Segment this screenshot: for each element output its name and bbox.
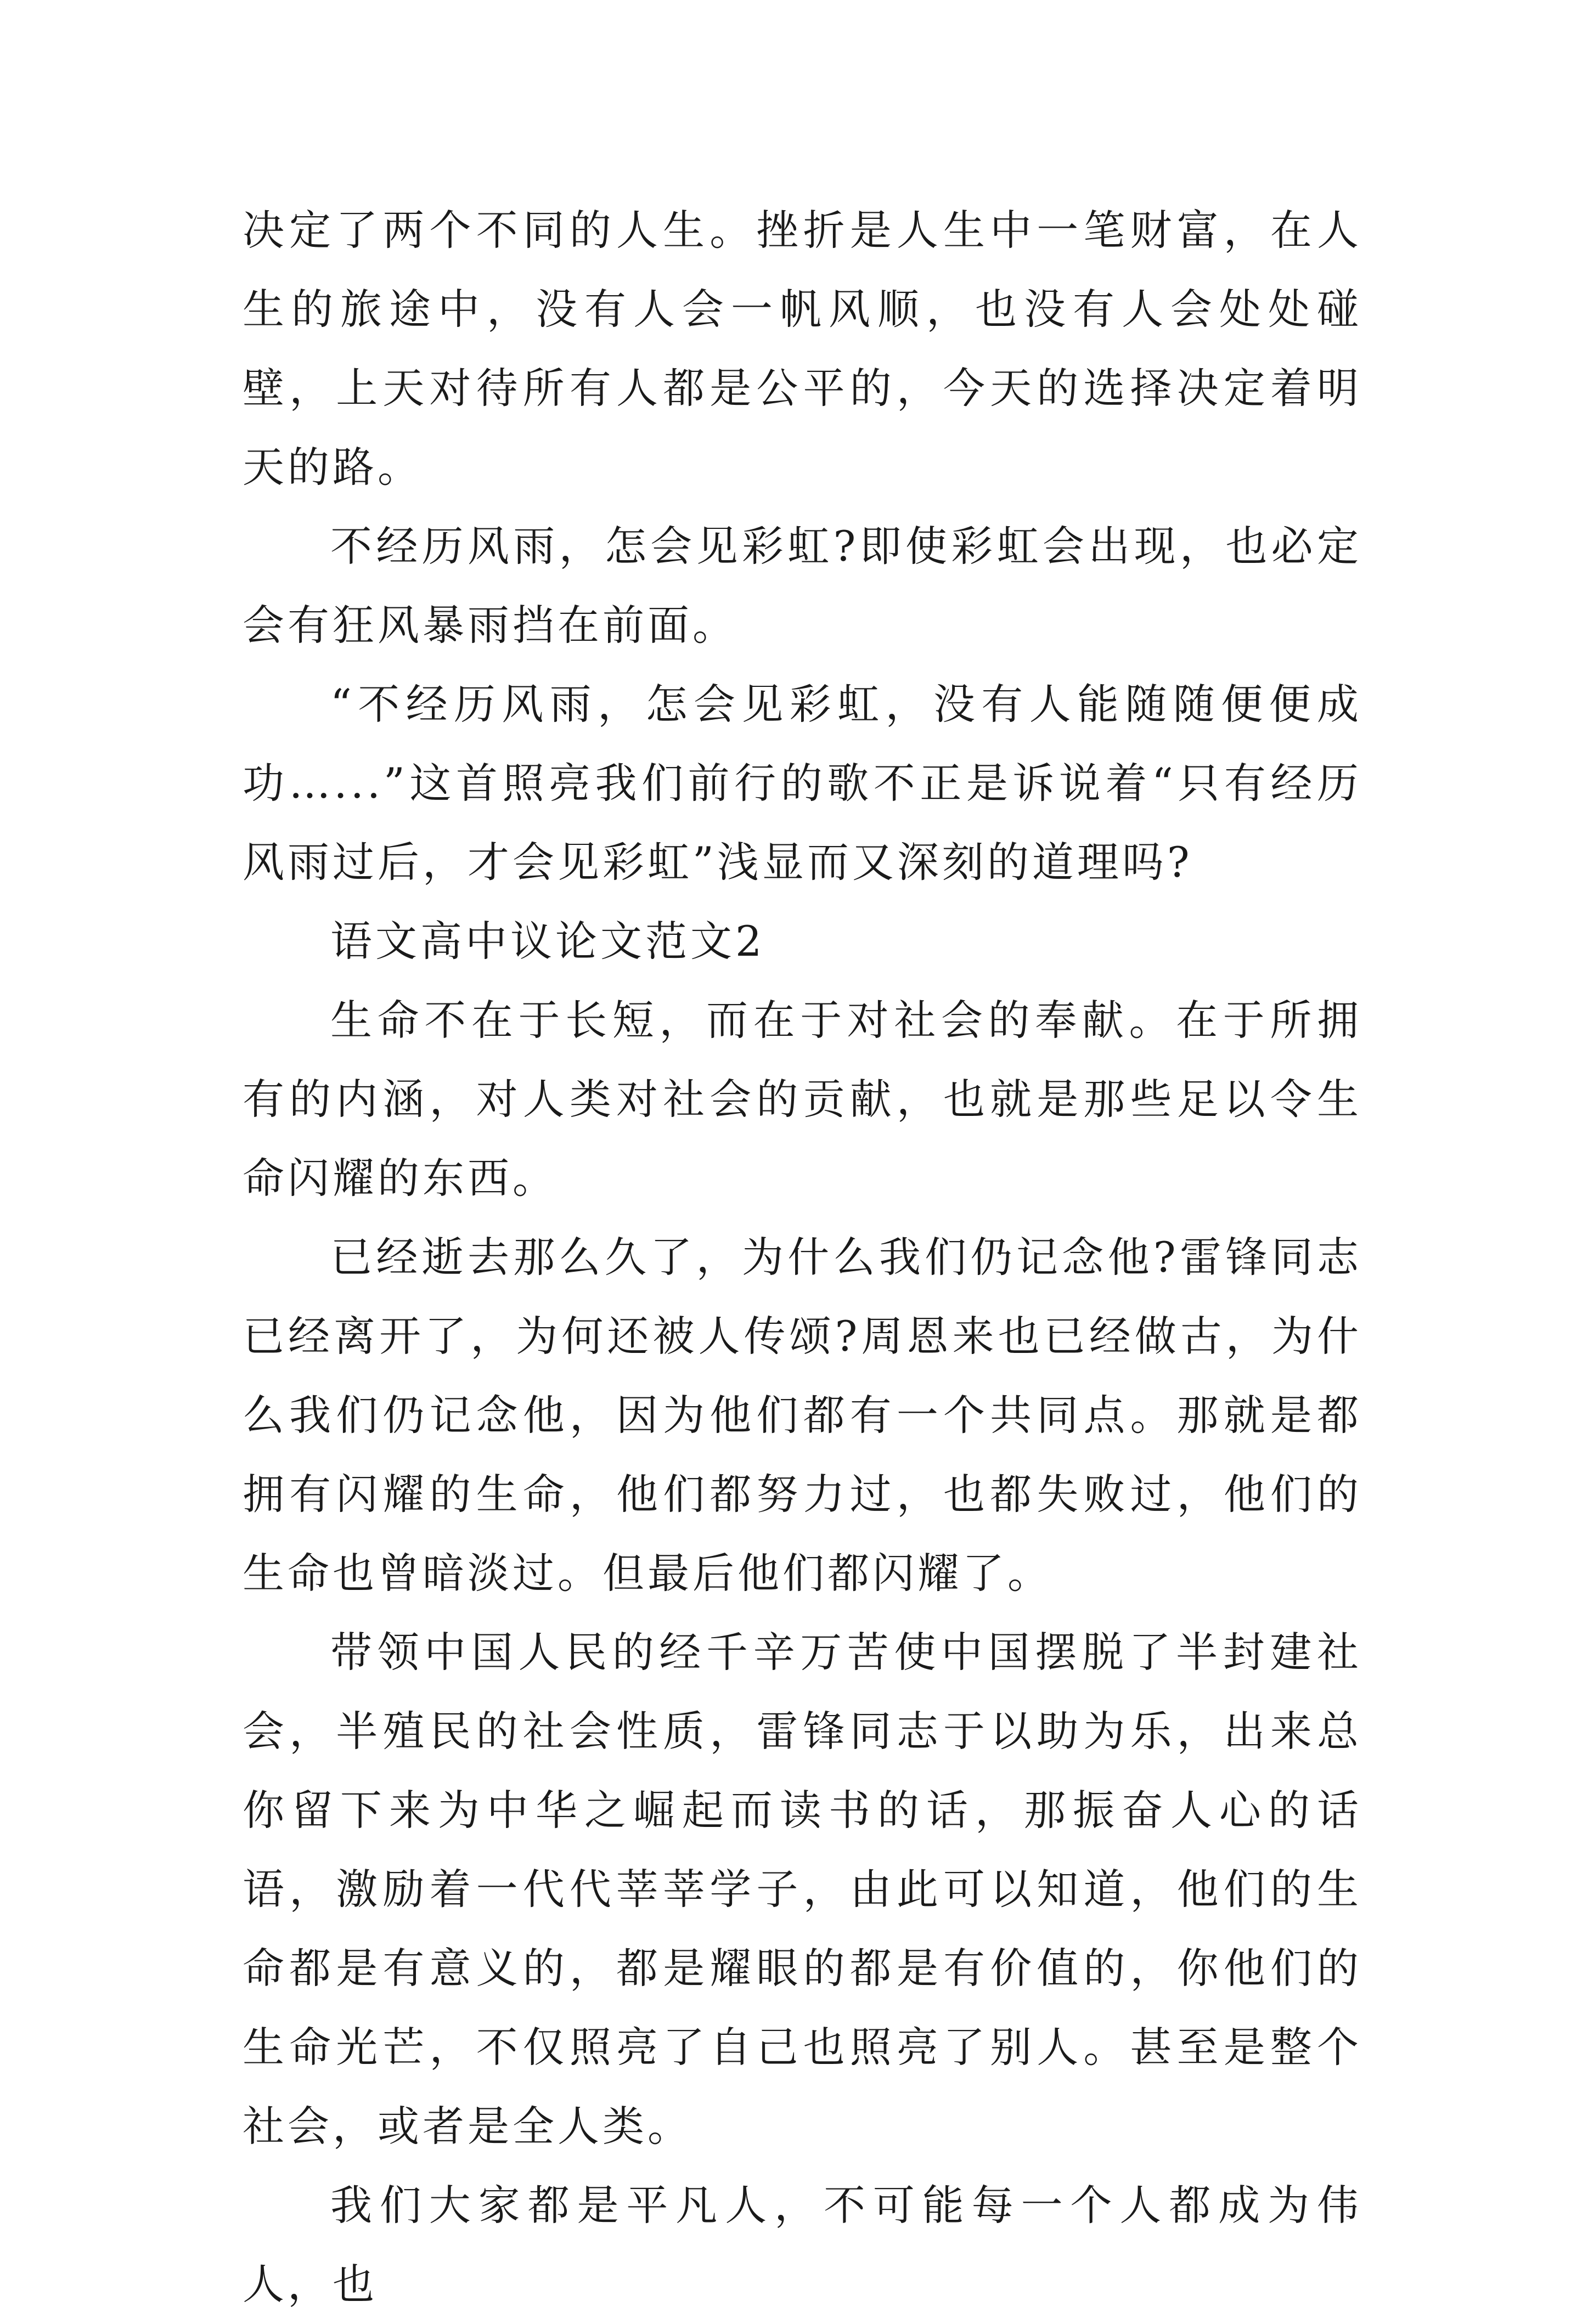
document-body [243,191,1362,2324]
paragraph: 不经历风雨，怎会见彩虹?即使彩虹会出现，也必定会有狂风暴雨挡在前面。 [243,522,1362,650]
paragraph: 带领中国人民的经千辛万苦使中国摆脱了半封建社会，半殖民的社会性质，雷锋同志于以助为乐，出来总你留下来为中华之崛起而读书的话，那振奋人心的话语，激励着一代代莘莘学子，由此可以知道，他们的生命都是有意义的，都是耀眼的都是有价值的，你他们的生命光芒，不仅照亮了自己也照亮了别人。甚至是整个社会，或者是全人类。 [243,1628,1362,2151]
paragraph: 生命不在于长短，而在于对社会的奉献。在于所拥有的内涵，对人类对社会的贡献，也就是那些足以令生命闪耀的东西。 [243,996,1362,1203]
paragraph-quote: “不经历风雨，怎会见彩虹，没有人能随随便便成功…...”这首照亮我们前行的歌不正是诉说着“只有经历风雨过后，才会见彩虹”浅显而又深刻的道理吗? [243,680,1362,887]
section-heading: 语文高中议论文范文2 [330,917,765,966]
paragraph-truncated: 我们大家都是平凡人，不可能每一个人都成为伟人，也 [243,2181,1362,2309]
paragraph: 已经逝去那么久了，为什么我们仍记念他?雷锋同志已经离开了，为何还被人传颂?周恩来也已经做古，为什么我们仍记念他，因为他们都有一个共同点。那就是都拥有闪耀的生命，他们都努力过，也都失败过，他们的生命也曾暗淡过。但最后他们都闪耀了。 [243,1233,1362,1598]
paragraph-continuation: 决定了两个不同的人生。挫折是人生中一笔财富，在人生的旅途中，没有人会一帆风顺，也没有人会处处碰壁，上天对待所有人都是公平的，今天的选择决定着明天的路。 [243,206,1362,492]
